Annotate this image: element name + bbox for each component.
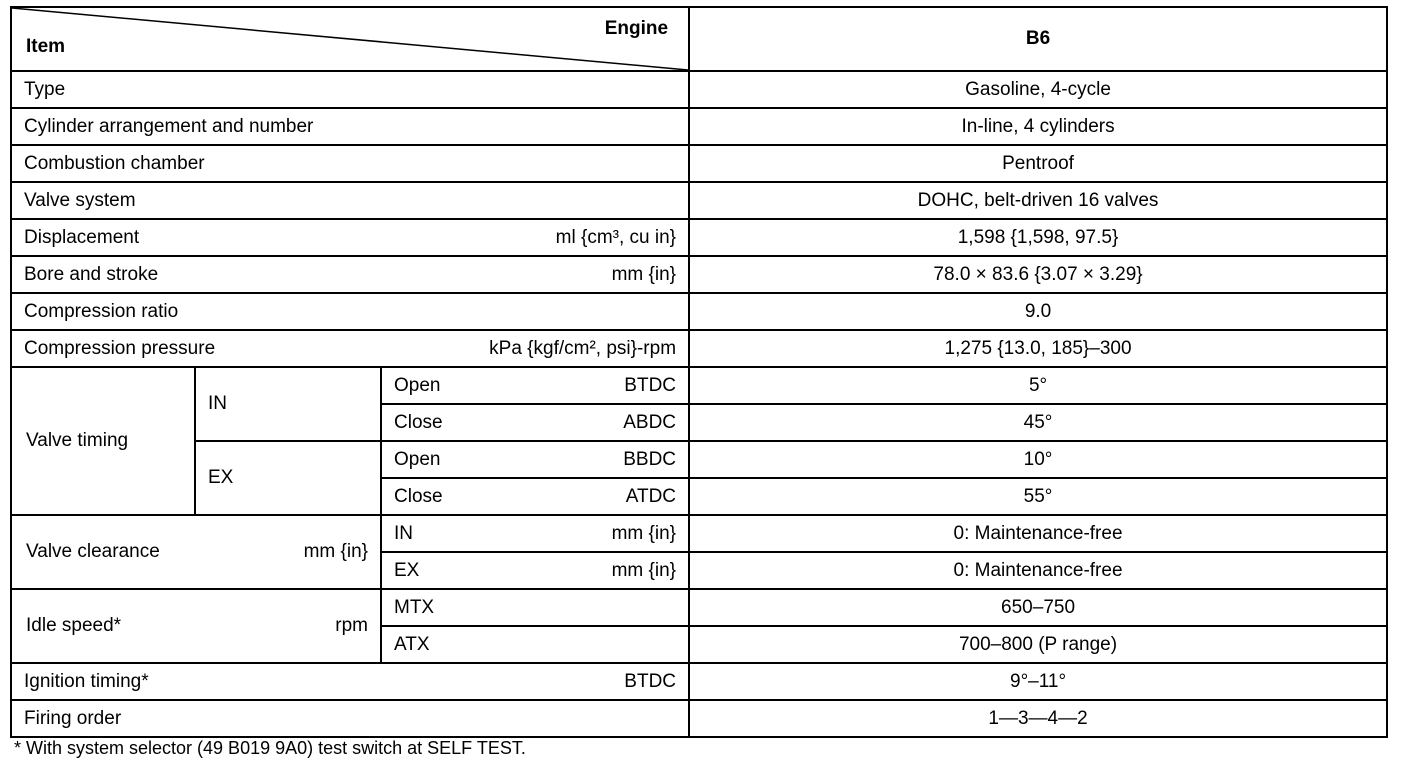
table-row: [11, 441, 1387, 478]
row-value: 9°–11°: [689, 663, 1387, 700]
table-row: [11, 293, 1387, 330]
row-value: Pentroof: [689, 145, 1387, 182]
table-row: [11, 145, 1387, 182]
table-row: [11, 219, 1387, 256]
row-label: Valve system: [11, 182, 689, 219]
table-row: [11, 256, 1387, 293]
row-unit: ml {cm³, cu in}: [555, 226, 677, 248]
valve-timing-in-label: IN: [195, 367, 381, 441]
table-row: [11, 182, 1387, 219]
row-label: Firing order: [11, 700, 689, 737]
header-row: [11, 7, 1387, 71]
sub-label: Close: [394, 485, 443, 507]
row-label-cell: [11, 663, 689, 700]
row-label: Ignition timing*: [24, 670, 149, 692]
sub-label: EX: [394, 559, 420, 581]
row-label: Compression pressure: [24, 337, 216, 359]
sub-label: Open: [394, 448, 441, 470]
table-row: [11, 589, 1387, 626]
row-label-cell: [11, 256, 689, 293]
sub-label-cell: [381, 515, 689, 552]
row-label: Combustion chamber: [11, 145, 689, 182]
row-value: 9.0: [689, 293, 1387, 330]
row-ref: BTDC: [624, 670, 677, 692]
row-value: 1,598 {1,598, 97.5}: [689, 219, 1387, 256]
row-value: 1,275 {13.0, 185}–300: [689, 330, 1387, 367]
idle-speed-unit: rpm: [335, 615, 368, 636]
table-row: [11, 108, 1387, 145]
sub-label: IN: [394, 522, 413, 544]
row-value: 700–800 (P range): [689, 626, 1387, 663]
sub-ref: ATDC: [625, 485, 677, 507]
row-value: 0: Maintenance-free: [689, 552, 1387, 589]
row-value: 55°: [689, 478, 1387, 515]
row-label-cell: [11, 219, 689, 256]
sub-label: Open: [394, 374, 441, 396]
sub-ref: BTDC: [624, 374, 677, 396]
row-value: 78.0 × 83.6 {3.07 × 3.29}: [689, 256, 1387, 293]
header-item-label: Item: [26, 36, 66, 57]
sub-label: ATX: [381, 626, 689, 663]
sub-label: MTX: [381, 589, 689, 626]
row-value: DOHC, belt-driven 16 valves: [689, 182, 1387, 219]
table-row: [11, 663, 1387, 700]
row-value: Gasoline, 4-cycle: [689, 71, 1387, 108]
header-engine-label: Engine: [604, 18, 669, 39]
row-label: Cylinder arrangement and number: [11, 108, 689, 145]
sub-label-cell: [381, 478, 689, 515]
sub-label: Close: [394, 411, 443, 433]
row-value: 1—3—4—2: [689, 700, 1387, 737]
sub-ref: ABDC: [623, 411, 677, 433]
footnote: * With system selector (49 B019 9A0) test switch at SELF TEST.: [14, 738, 526, 758]
valve-timing-ex-label: EX: [195, 441, 381, 515]
row-unit: kPa {kgf/cm², psi}-rpm: [489, 337, 677, 359]
sub-label-cell: [381, 552, 689, 589]
row-label: Compression ratio: [11, 293, 689, 330]
table-row: [11, 330, 1387, 367]
sub-label-cell: [381, 367, 689, 404]
valve-clearance-label: Valve clearance: [26, 541, 160, 562]
sub-label-cell: [381, 404, 689, 441]
valve-clearance-cell: [11, 515, 381, 589]
table-row: [11, 700, 1387, 737]
table-row: [11, 515, 1387, 552]
sub-ref: BBDC: [623, 448, 677, 470]
row-value: 10°: [689, 441, 1387, 478]
row-unit: mm {in}: [611, 263, 677, 285]
row-label: Displacement: [24, 226, 140, 248]
row-value: In-line, 4 cylinders: [689, 108, 1387, 145]
row-value: 5°: [689, 367, 1387, 404]
valve-timing-label: Valve timing: [11, 367, 195, 515]
row-label: Type: [11, 71, 689, 108]
row-label: Bore and stroke: [24, 263, 159, 285]
row-value: 0: Maintenance-free: [689, 515, 1387, 552]
row-value: 650–750: [689, 589, 1387, 626]
valve-clearance-unit: mm {in}: [303, 541, 368, 562]
sub-unit: mm {in}: [611, 559, 677, 581]
row-value: 45°: [689, 404, 1387, 441]
table-row: [11, 71, 1387, 108]
row-label-cell: [11, 330, 689, 367]
header-item-cell: [11, 7, 689, 71]
idle-speed-label: Idle speed*: [26, 615, 122, 636]
engine-spec-table: [10, 6, 1388, 738]
sub-unit: mm {in}: [611, 522, 677, 544]
table-row: [11, 367, 1387, 404]
idle-speed-cell: [11, 589, 381, 663]
header-model: B6: [689, 7, 1387, 71]
header-diagonal-line: [12, 8, 688, 71]
sub-label-cell: [381, 441, 689, 478]
